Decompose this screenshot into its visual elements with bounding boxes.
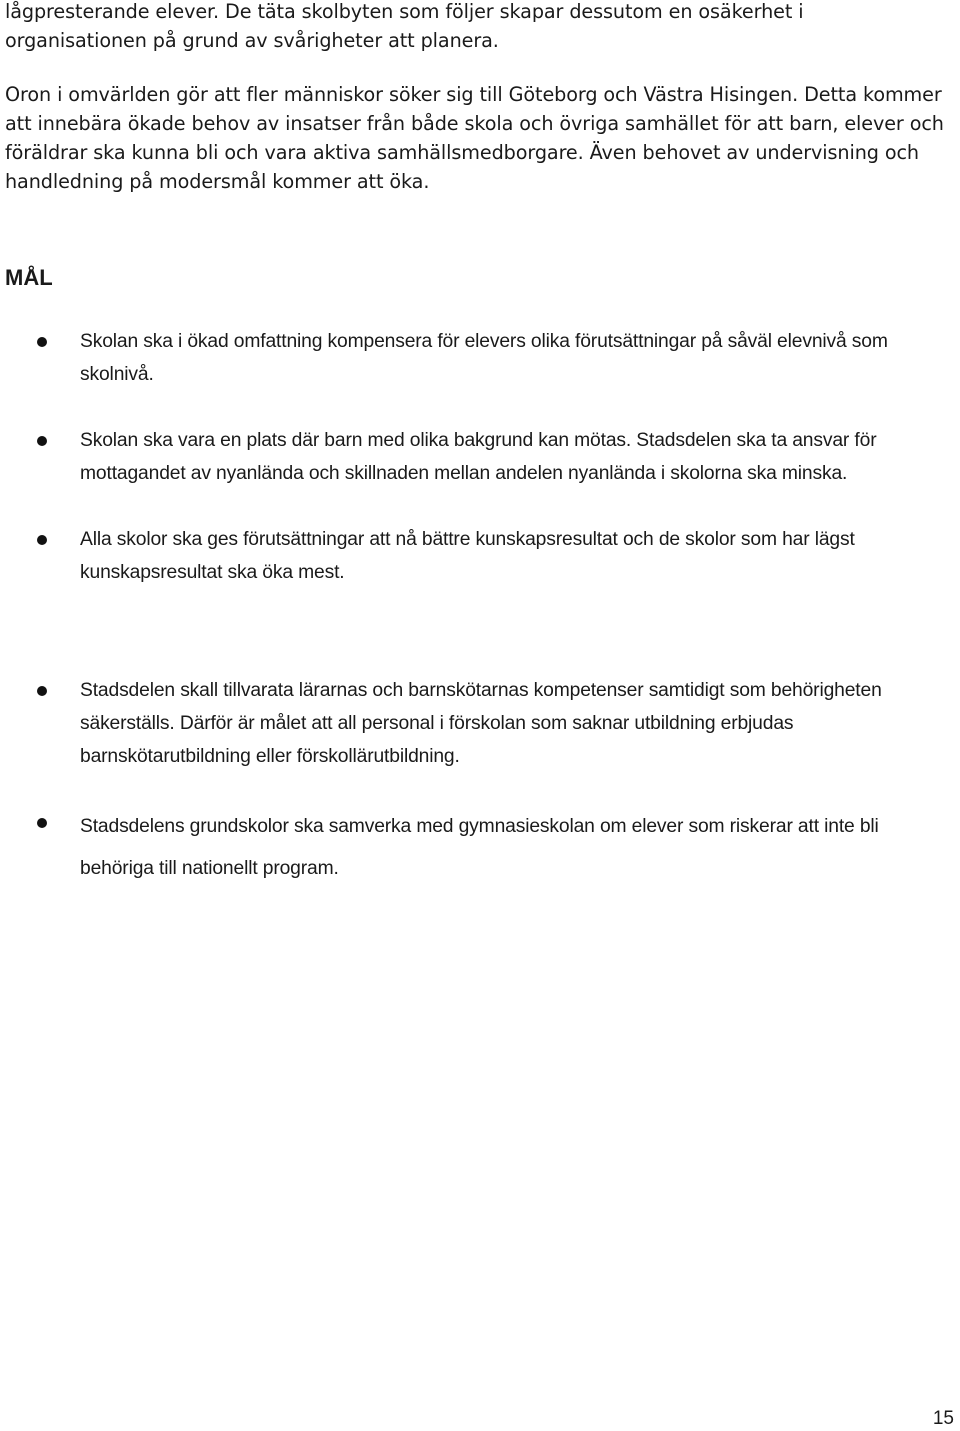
goal-text: Skolan ska vara en plats där barn med olika bakgrund kan mötas. Stadsdelen ska ta ansvar för mottagandet av nyanlända och skillnaden mellan andelen nyanlända i skolorna ska minska. — [80, 430, 877, 484]
goal-text: Stadsdelen skall tillvarata lärarnas och barnskötarnas kompetenser samtidigt som behörigheten säkerställs. Därför är målet att all personal i förskolan som saknar utbildning erbjudas barnskötarutbildning eller förskollärutbildning. — [80, 680, 882, 767]
goals-heading: MÅL — [5, 265, 53, 290]
page-number: 15 — [932, 1408, 954, 1429]
goal-text: Stadsdelens grundskolor ska samverka med gymnasieskolan om elever som riskerar att inte bli behöriga till nationellt program. — [80, 816, 879, 879]
goal-text: Alla skolor ska ges förutsättningar att nå bättre kunskapsresultat och de skolor som har lägst kunskapsresultat ska öka mest. — [80, 529, 855, 583]
bullet-icon — [37, 686, 47, 696]
bullet-icon — [37, 436, 47, 446]
paragraph-intro-continuation: lågpresterande elever. De täta skolbyten som följer skapar dessutom en osäkerhet i organisationen på grund av svårigheter att planera. — [5, 0, 804, 52]
bullet-icon — [37, 535, 47, 545]
paragraph-world-situation: Oron i omvärlden gör att fler människor söker sig till Göteborg och Västra Hisingen. Detta kommer att innebära ökade behov av insatser från både skola och övriga samhället för att barn, elever och föräldrar ska kunna bli och vara aktiva samhällsmedborgare. Även behovet av undervisning och handledning på modersmål kommer att öka. — [5, 83, 944, 193]
goal-text: Skolan ska i ökad omfattning kompensera för elevers olika förutsättningar på såväl elevnivå som skolnivå. — [80, 331, 888, 385]
bullet-icon — [37, 337, 47, 347]
bullet-icon — [37, 818, 47, 828]
